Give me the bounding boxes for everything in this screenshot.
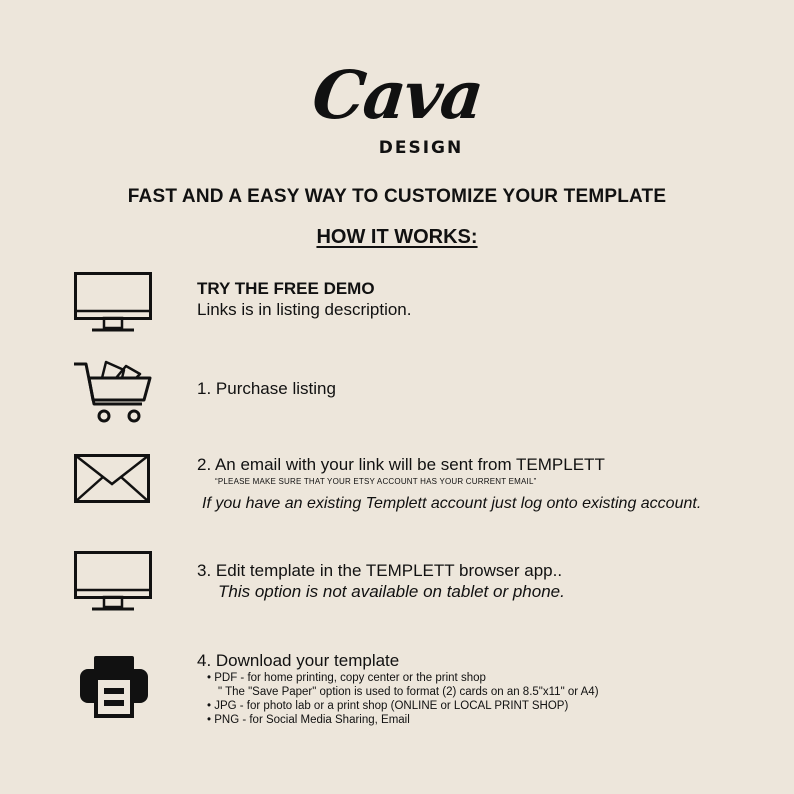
step-purchase-text: 1. Purchase listing [197,379,336,398]
monitor-icon [74,551,152,615]
step-email-note: “PLEASE MAKE SURE THAT YOUR ETSY ACCOUNT HAS YOUR CURRENT EMAIL” [215,477,537,486]
step-email-text: 2. An email with your link will be sent from TEMPLETT [197,455,605,474]
step-edit-italic: This option is not available on tablet or phone. [218,582,565,601]
logo-subtitle: DESIGN [378,138,464,158]
step-edit [197,560,565,602]
printer-icon [80,656,148,718]
headline: FAST AND A EASY WAY TO CUSTOMIZE YOUR TEMPLATE [127,186,667,207]
step-demo-title: TRY THE FREE DEMO [197,279,375,298]
logo-script: Cava [308,56,486,134]
step-demo-text: Links is in listing description. [197,300,412,319]
step-purchase [197,378,336,399]
list-item: • JPG - for photo lab or a print shop (ONLINE or LOCAL PRINT SHOP) [207,700,569,712]
step-email-italic: If you have an existing Templett account just log onto existing account. [202,495,702,512]
list-item: " The "Save Paper" option is used to format (2) cards on an 8.5"x11" or A4) [218,686,599,698]
list-item: • PNG - for Social Media Sharing, Email [207,714,410,726]
monitor-icon [74,272,152,336]
shopping-cart-icon [72,360,154,424]
step-email [197,454,701,514]
how-it-works-heading: HOW IT WORKS: [316,226,478,248]
envelope-icon [74,454,150,504]
list-item: • PDF - for home printing, copy center or the print shop [207,672,486,684]
step-edit-text: 3. Edit template in the TEMPLETT browser app.. [197,561,563,580]
step-download-text: 4. Download your template [197,651,400,670]
step-download [197,650,599,727]
download-options-list [197,671,599,727]
step-demo [197,278,411,320]
